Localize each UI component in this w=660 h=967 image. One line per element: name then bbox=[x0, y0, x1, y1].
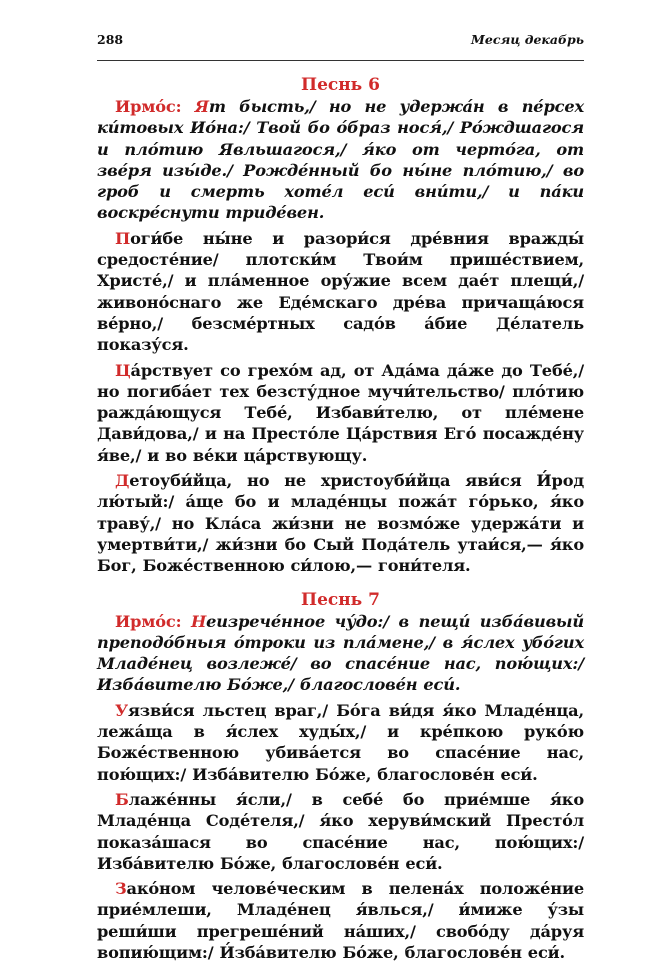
drop-initial: У bbox=[115, 700, 128, 720]
troparion-paragraph bbox=[97, 228, 584, 356]
drop-initial: Ц bbox=[115, 360, 131, 380]
irmos-label: Ирмо́с: bbox=[115, 611, 182, 631]
drop-initial: З bbox=[115, 879, 127, 899]
troparion-paragraph bbox=[97, 700, 584, 785]
irmos-paragraph bbox=[97, 96, 584, 224]
drop-initial: Я bbox=[194, 97, 209, 116]
drop-initial: Б bbox=[115, 789, 129, 809]
song-title: Песнь 7 bbox=[301, 589, 380, 610]
troparion-text: оги́бе ны́не и разори́ся дре́вния вражды́ средосте́ние/ плотски́м Твои́м прише́ствием, Христе́,/ и пла́менное ору́жие всем дае́т плещи́,/ живоно́снаго же Еде́мскаго дре́ва причаща́юся ве́рно,/ безсме́ртных садо́в а́бие Де́латель показу́ся. bbox=[97, 228, 584, 355]
troparion-text: етоуби́йца, но не христоуби́йца яви́ся И́род лю́тый:/ а́ще бо и младе́нцы пожа́т го́рько, я́ко траву́,/ но Кла́са жи́зни не возмо́же удержа́ти и умертви́ти,/ жи́зни бо Сый Пода́тель утаи́ся,— я́ко Бог, Боже́ственною си́лою,— гони́теля. bbox=[97, 471, 584, 576]
header-rule bbox=[97, 60, 584, 61]
irmos-text: т бысть,/ но не удержа́н в пе́рсех ки́товых Ио́на:/ Твой бо о́браз нося́,/ Ро́ждшагося и пло́тию Явльшагося,/ я́ко от черто́га, от зве́ря изы́де./ Рожде́нный бо ны́не пло́тию,/ во гроб и смерть хоте́л еси́ вни́ти,/ и па́ки воскре́снути триде́вен. bbox=[97, 97, 584, 223]
troparion-paragraph bbox=[97, 789, 584, 874]
running-head bbox=[97, 32, 584, 52]
troparion-paragraph bbox=[97, 470, 584, 576]
troparion-paragraph bbox=[97, 878, 584, 963]
drop-initial: П bbox=[115, 228, 131, 248]
running-title: Месяц декабрь bbox=[471, 32, 584, 47]
irmos-text: еизрече́нное чу́до:/ в пещи́ изба́вивый преподо́бныя о́троки из пла́мене,/ в я́слех убо́гих Младе́нец возлеже́/ во спасе́ние нас, пою́щих:/ Изба́вителю Бо́же,/ благослове́н еси́. bbox=[97, 611, 584, 695]
troparion-text: ако́ном челове́ческим в пелена́х положе́ние прие́млеши, Младе́нец я́влься,/ и́миже у́зы реши́ши прегреше́ний на́ших,/ свобо́ду да́руя вопию́щим:/ И́зба́вителю Бо́же, благослове́н еси́. bbox=[97, 879, 584, 962]
song-title: Песнь 6 bbox=[301, 75, 380, 95]
troparion-paragraph bbox=[97, 360, 584, 466]
troparion-text: а́рствует со грехо́м ад, от Ада́ма да́же до Тебе́,/ но погиба́ет тех безсту́дное мучи́тельство/ пло́тию ражда́ющуся Тебе́, Избави́телю, от пле́мене Дави́дова,/ и на Престо́ле Ца́рствия Его́ посажде́ну я́ве,/ и во ве́ки ца́рствующу. bbox=[97, 360, 584, 465]
irmos-label: Ирмо́с: bbox=[115, 97, 182, 116]
troparion-text: лаже́нны я́сли,/ в себе́ бо прие́мше я́ко Младе́нца Соде́теля,/ я́ко херуви́мский Престо́л показа́шася во спасе́ние нас, пою́щих:/ Изба́вителю Бо́же, благослове́н еси́. bbox=[97, 789, 584, 873]
drop-initial: Д bbox=[115, 471, 130, 491]
book-page bbox=[97, 32, 584, 967]
drop-initial: Н bbox=[191, 611, 207, 631]
irmos-paragraph bbox=[97, 611, 584, 696]
page-number: 288 bbox=[97, 32, 124, 47]
troparion-text: язви́ся льстец враг,/ Бо́га ви́дя я́ко Младе́нца, лежа́ща в я́слех худы́х,/ и кре́пкою руко́ю Боже́ственною убива́ется во спасе́ние нас, пою́щих:/ Изба́вителю Бо́же, благослове́н еси́. bbox=[97, 700, 584, 784]
